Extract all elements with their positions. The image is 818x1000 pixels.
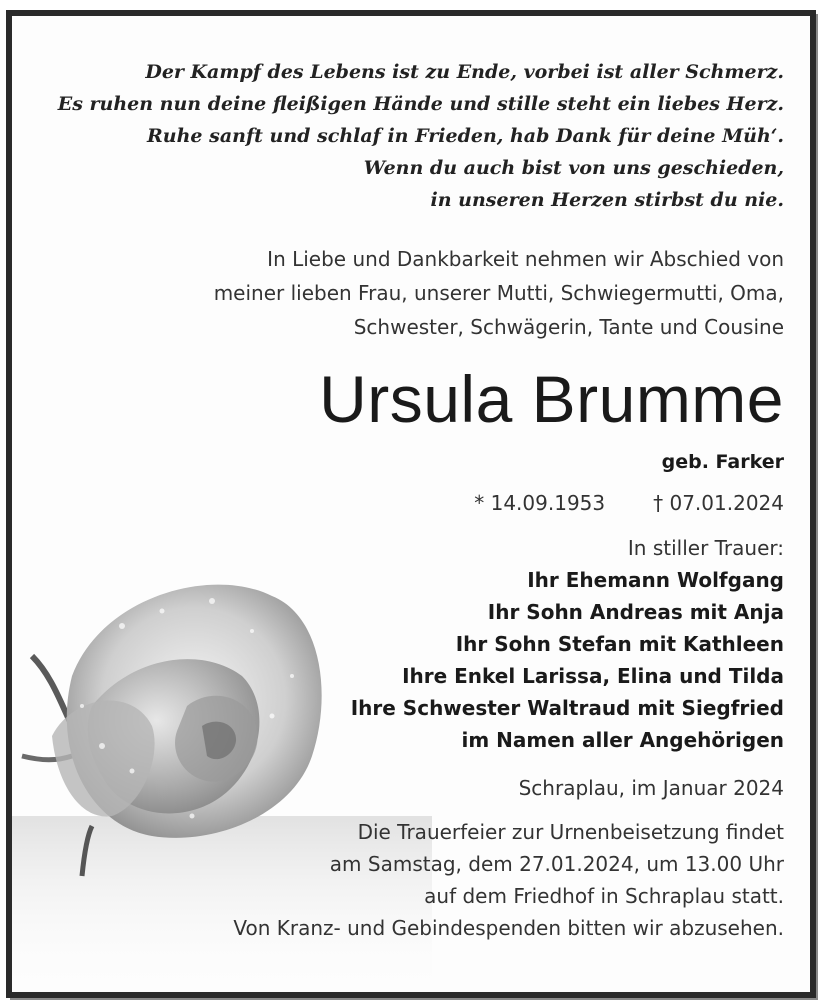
deceased-name: Ursula Brumme <box>319 362 784 436</box>
poem <box>32 56 784 216</box>
poem-line: Wenn du auch bist von uns geschieden, <box>363 157 784 179</box>
obituary-text <box>32 16 784 944</box>
notice-line: Von Kranz- und Gebindespenden bitten wir abzusehen. <box>233 916 784 940</box>
notice-line: Die Trauerfeier zur Urnenbeisetzung findet <box>357 820 784 844</box>
intro-line: In Liebe und Dankbarkeit nehmen wir Abschied von <box>267 247 784 271</box>
poem-line: in unseren Herzen stirbst du nie. <box>430 189 784 211</box>
place-date: Schraplau, im Januar 2024 <box>518 776 784 800</box>
intro-line: Schwester, Schwägerin, Tante und Cousine <box>353 315 784 339</box>
mourner: Ihr Sohn Stefan mit Kathleen <box>455 632 784 656</box>
life-dates <box>32 488 784 518</box>
notice-line: auf dem Friedhof in Schraplau statt. <box>424 884 784 908</box>
mourning-heading: In stiller Trauer: <box>627 536 784 560</box>
funeral-notice <box>32 816 784 944</box>
death-date: † 07.01.2024 <box>653 491 784 515</box>
mourner: Ihr Ehemann Wolfgang <box>527 568 784 592</box>
poem-line: Es ruhen nun deine fleißigen Hände und stille steht ein liebes Herz. <box>57 93 784 115</box>
maiden-name: geb. Farker <box>661 451 784 473</box>
poem-line: Ruhe sanft und schlaf in Frieden, hab Dank für deine Müh‘. <box>147 125 784 147</box>
mourner: Ihre Enkel Larissa, Elina und Tilda <box>402 664 784 688</box>
intro-text <box>32 242 784 344</box>
mourners-list <box>32 564 784 756</box>
obituary-frame <box>6 10 816 998</box>
notice-line: am Samstag, dem 27.01.2024, um 13.00 Uhr <box>329 852 784 876</box>
mourner: Ihr Sohn Andreas mit Anja <box>487 600 784 624</box>
poem-line: Der Kampf des Lebens ist zu Ende, vorbei ist aller Schmerz. <box>145 61 784 83</box>
intro-line: meiner lieben Frau, unserer Mutti, Schwiegermutti, Oma, <box>213 281 784 305</box>
mourner: Ihre Schwester Waltraud mit Siegfried <box>350 696 784 720</box>
birth-date: * 14.09.1953 <box>474 491 606 515</box>
mourner: im Namen aller Angehörigen <box>461 728 784 752</box>
